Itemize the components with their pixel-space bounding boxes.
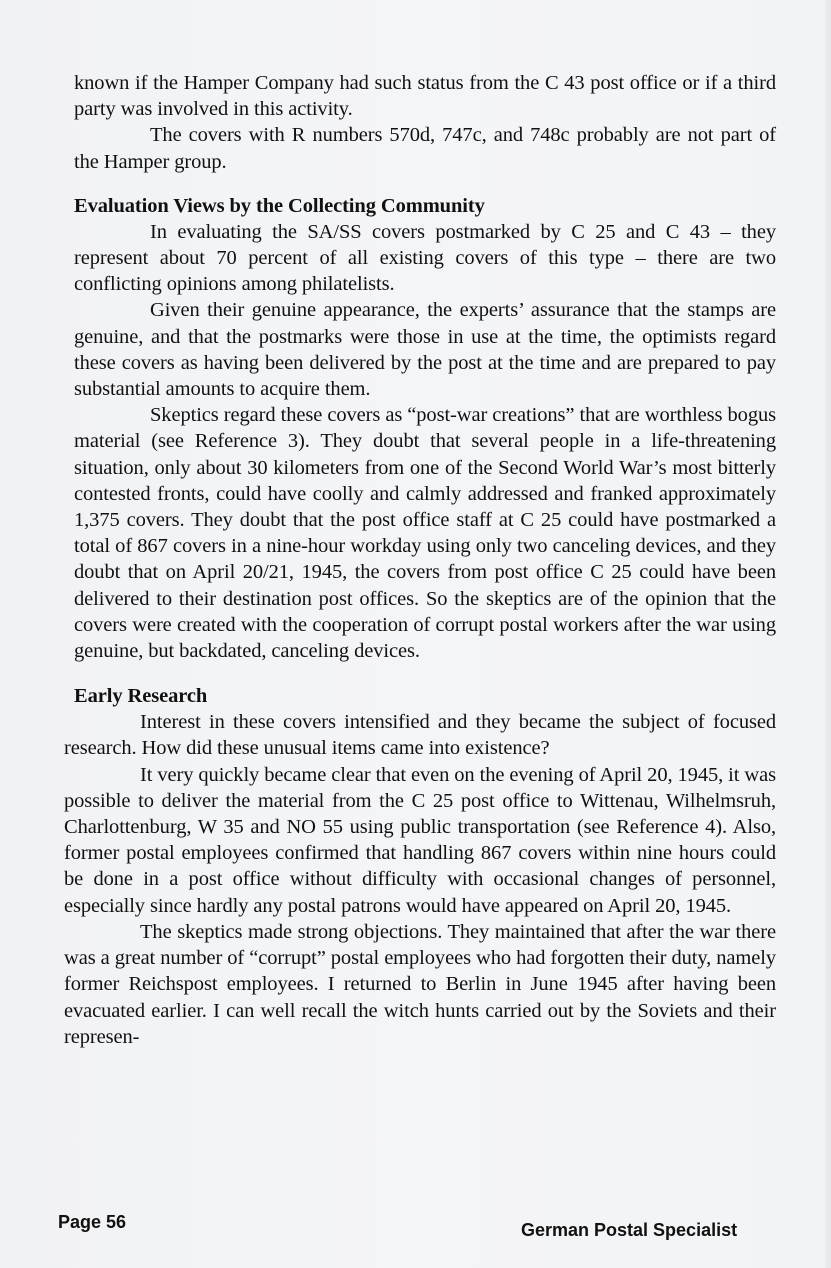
section-heading-evaluation-views: Evaluation Views by the Collecting Community: [74, 194, 485, 217]
paragraph-delivery-possible: It very quickly became clear that even on the evening of April 20, 1945, it was possible to deliver the material from the C 25 post office to Wittenau, Wilhelmsruh, Charlottenburg, W 35 and NO 55 using public transportation (see Reference 4). Also, former postal employees confirmed that handling 867 covers within nine hours could be done in a post office without difficulty with occasional changes of personnel, especially since hardly any postal patrons would have appeared on April 20, 1945.: [64, 763, 776, 917]
paragraph-conflicting-opinions: In evaluating the SA/SS covers postmarked by C 25 and C 43 – they represent about 70 percent of all existing covers of this type – there are two conflicting opinions among philatelists.: [74, 220, 776, 296]
section-heading-early-research: Early Research: [74, 685, 208, 708]
paragraph-skeptics-objections: The skeptics made strong objections. They maintained that after the war there was a great number of “corrupt” postal employees who had forgotten their duty, namely former Reichspost employees. I returned to Berlin in June 1945 after having been evacuated earlier. I can well recall the witch hunts carried out by the Soviets and their represen-: [64, 920, 776, 1048]
paragraph-skeptics: Skeptics regard these covers as “post-war creations” that are worthless bogus material (see Reference 3). They doubt that several people in a life-threatening situation, only about 30 kilometers from one of the Second World War’s most bitterly contested fronts, could have coolly and calmly addressed and franked approximately 1,375 covers. They doubt that the post office staff at C 25 could have postmarked a total of 867 covers in a nine-hour workday using only two canceling devices, and they doubt that on April 20/21, 1945, the covers from post office C 25 could have been delivered to their destination post offices. So the skeptics are of the opinion that the covers were created with the cooperation of corrupt postal workers after the war using genuine, but backdated, canceling devices.: [74, 404, 776, 663]
early-research-section: [64, 709, 776, 1050]
paragraph-focused-research: Interest in these covers intensified and they became the subject of focused research. How did these unusual items came into existence?: [64, 711, 776, 760]
page-edge-shadow: [825, 0, 831, 1268]
article-body: [64, 70, 776, 1050]
paragraph-optimists: Given their genuine appearance, the experts’ assurance that the stamps are genuine, and that the postmarks were those in use at the time, the optimists regard these covers as having been delivered by the post at the time and are prepared to pay substantial amounts to acquire them.: [74, 299, 776, 401]
continuation-paragraph: known if the Hamper Company had such status from the C 43 post office or if a third party was involved in this activity.: [74, 72, 776, 121]
publication-title: German Postal Specialist: [521, 1220, 738, 1240]
paragraph-hamper-group: The covers with R numbers 570d, 747c, and 748c probably are not part of the Hamper group.: [74, 124, 776, 173]
page-number: Page 56: [58, 1212, 127, 1232]
